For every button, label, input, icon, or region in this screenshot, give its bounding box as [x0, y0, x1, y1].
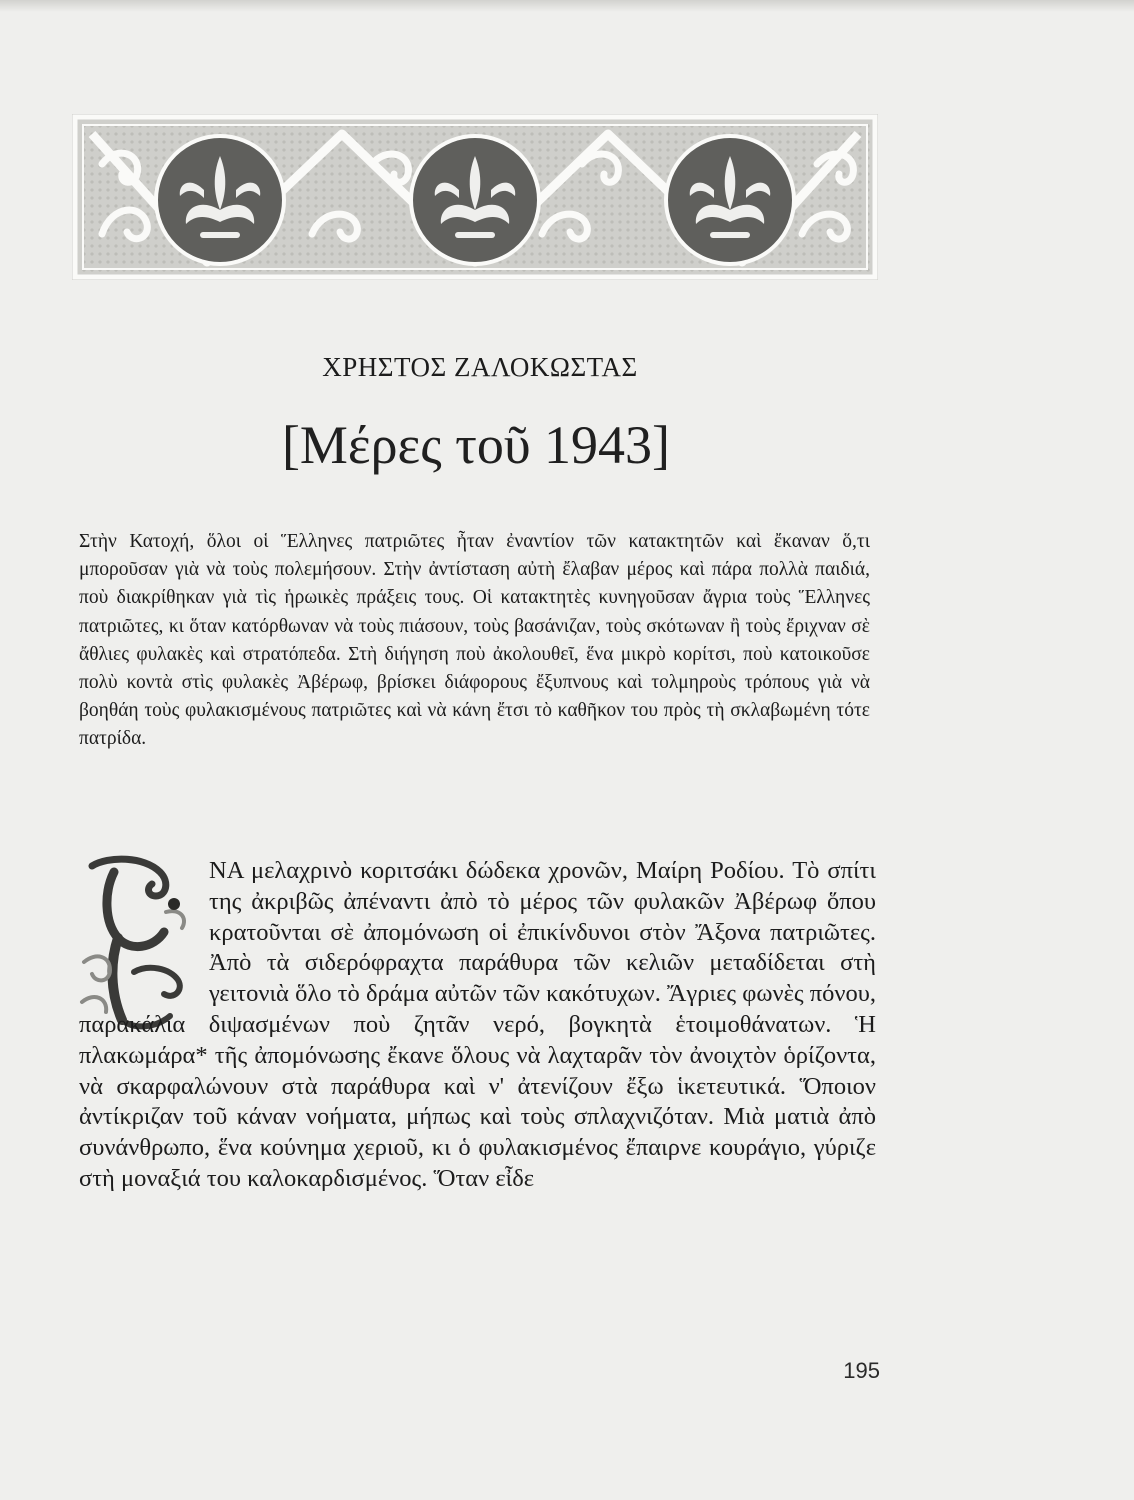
story-title: [Μέρες τοῦ 1943] — [281, 415, 671, 475]
page-number: 195 — [843, 1358, 880, 1383]
page-top-edge — [0, 0, 1134, 12]
author-name: ΧΡΗΣΤΟΣ ΖΑΛΟΚΩΣΤΑΣ — [322, 352, 638, 382]
ornament-band — [72, 114, 878, 280]
story-body-text — [79, 856, 876, 1195]
intro-paragraph: Στὴν Κατοχή, ὅλοι οἱ Ἕλληνες πατριῶτες ἦταν ἐναντίον τῶν κατακτητῶν καὶ ἔκαναν ὅ,τι μποροῦσαν γιὰ νὰ τοὺς πολεμήσουν. Στὴν ἀντίσταση αὐτὴ ἔλαβαν μέρος καὶ πάρα πολλὰ παιδιά, ποὺ διακρίθηκαν γιὰ τὶς ἡρωικὲς πράξεις τους. Οἱ κατακτητὲς κυνηγοῦσαν ἄγρια τοὺς Ἕλληνες πατριῶτες, κι ὅταν κατόρθωναν νὰ τοὺς πιάσουν, τοὺς βασάνιζαν, τοὺς σκότωναν ἢ τοὺς ἔριχναν σὲ ἄθλιες φυλακὲς καὶ στρατόπεδα. Στὴ διήγηση ποὺ ἀκολουθεῖ, ἕνα μικρὸ κορίτσι, ποὺ κατοικοῦσε πολὺ κοντὰ στὶς φυλακὲς Ἀβέρωφ, βρίσκει διάφορους ἔξυπνους καὶ τολμηροὺς τρόπους γιὰ νὰ βοηθάη τοὺς φυλακισμένους πατριῶτες καὶ νὰ κάνη ἔτσι τὸ καθῆκον του πρὸς τὴ σκλαβωμένη τότε πατρίδα. — [79, 531, 870, 750]
dropcap-spacer — [79, 856, 209, 1008]
story-body-content: ΝΑ μελαχρινὸ κοριτσάκι δώδεκα χρονῶν, Μαίρη Ροδίου. Τὸ σπίτι της ἀκριβῶς ἀπέναντι ἀπὸ τὸ μέρος τῶν φυλακῶν Ἀβέρωφ ὅπου κρατοῦνται σὲ ἀπομόνωση οἱ ἐπικίνδυνοι στὸν Ἄξονα πατριῶτες. Ἀπὸ τὰ σιδερόφραχτα παράθυρα τῶν κελιῶν μεταδίδεται στὴ γειτονιὰ ὅλο τὸ δράμα αὐτῶν τῶν κακότυχων. Ἄγριες φωνὲς πόνου, παρακάλια διψασμένων ποὺ ζητᾶν νερό, βογκητὰ ἑτοιμοθάνατων. Ἡ πλακωμάρα* τῆς ἀπομόνωσης ἔκανε ὅλους νὰ λαχταρᾶν τὸν ἀνοιχτὸν ὁρίζοντα, νὰ σκαρφαλώνουν στὰ παράθυρα καὶ ν' ἀτενίζουν ἔξω ἱκετευτικά. Ὅποιον ἀντίκριζαν τοῦ κάναν νοήματα, μήπως καὶ τοὺς σπλαχνιζόταν. Μιὰ ματιὰ ἀπὸ συνάνθρωπο, ἕνα κούνημα χεριοῦ, κι ὁ φυλακισμένος ἔπαιρνε κουράγιο, γύριζε στὴ μοναξιά του καλοκαρδισμένος. Ὅταν εἶδε — [79, 857, 876, 1192]
